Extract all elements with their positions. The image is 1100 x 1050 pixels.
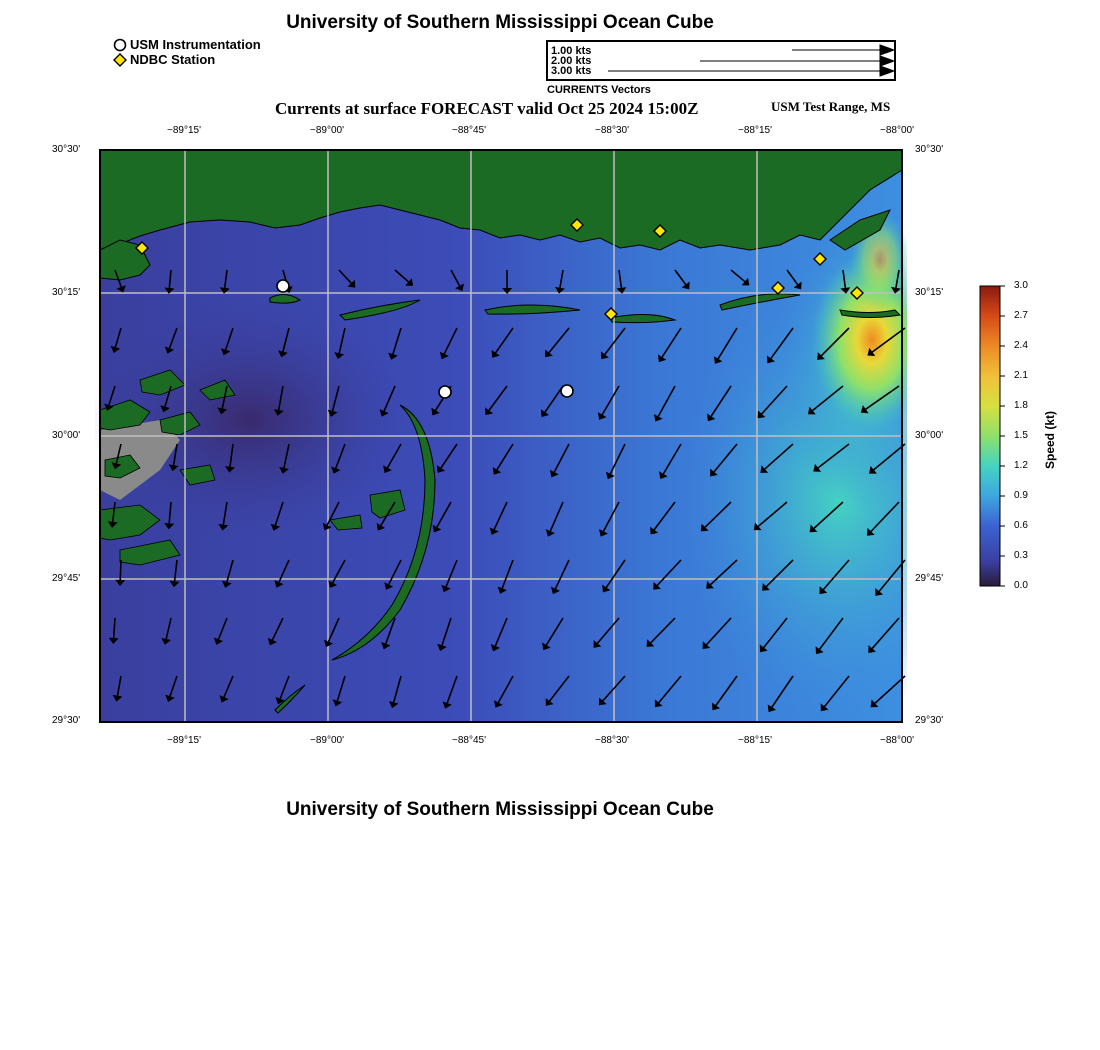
cb-tick: 0.9 — [1014, 490, 1028, 501]
vector-scale-box — [546, 40, 896, 81]
cb-tick: 0.6 — [1014, 520, 1028, 531]
lat-tick-left-5: 29°30' — [52, 715, 81, 726]
lon-tick-top-2: −89°00' — [310, 125, 344, 136]
cb-tick: 0.3 — [1014, 550, 1028, 561]
lat-tick-right-5: 29°30' — [915, 715, 944, 726]
cb-tick: 1.2 — [1014, 460, 1028, 471]
legend-usm-instrumentation — [113, 37, 261, 52]
cb-tick: 3.0 — [1014, 280, 1028, 291]
lon-tick-top-5: −88°15' — [738, 125, 772, 136]
range-label: USM Test Range, MS — [771, 99, 891, 114]
cb-tick: 1.8 — [1014, 400, 1028, 411]
circle-icon — [113, 38, 127, 52]
lon-tick-top-3: −88°45' — [452, 125, 486, 136]
lat-tick-right-4: 29°45' — [915, 573, 944, 584]
lat-tick-right-2: 30°15' — [915, 287, 944, 298]
colorbar-title: Speed (kt) — [1043, 410, 1057, 469]
scale-arrows — [548, 42, 894, 79]
lon-tick-bottom-1: −89°15' — [167, 735, 201, 746]
cb-tick: 0.0 — [1014, 580, 1028, 591]
footer-title: University of Southern Mississippi Ocean Cube — [286, 799, 714, 820]
scale-label-2: 2.00 kts — [551, 55, 592, 67]
scale-label-3: 3.00 kts — [551, 65, 592, 77]
top-title: University of Southern Mississippi Ocean Cube — [286, 12, 714, 33]
lat-tick-right-1: 30°30' — [915, 144, 944, 155]
cb-tick: 2.7 — [1014, 310, 1028, 321]
legend-ndbc-label: NDBC Station — [130, 52, 216, 67]
lat-tick-left-1: 30°30' — [52, 144, 81, 155]
current-speed-map — [95, 145, 907, 727]
lat-tick-left-4: 29°45' — [52, 573, 81, 584]
usm-station-marker — [439, 386, 451, 398]
legend-usm-label: USM Instrumentation — [130, 37, 261, 52]
cb-tick: 2.4 — [1014, 340, 1028, 351]
lat-tick-left-3: 30°00' — [52, 430, 81, 441]
lon-tick-bottom-6: −88°00' — [880, 735, 914, 746]
cb-tick: 2.1 — [1014, 370, 1028, 381]
map-subtitle: Currents at surface FORECAST valid Oct 25 2024 15:00Z — [275, 99, 699, 118]
lat-tick-right-3: 30°00' — [915, 430, 944, 441]
speed-colorbar — [978, 284, 1008, 588]
scale-label-1: 1.00 kts — [551, 45, 592, 57]
lon-tick-bottom-2: −89°00' — [310, 735, 344, 746]
current-vector-shaft — [120, 560, 121, 580]
lon-tick-bottom-5: −88°15' — [738, 735, 772, 746]
lon-tick-bottom-3: −88°45' — [452, 735, 486, 746]
diamond-icon — [113, 53, 127, 67]
lon-tick-top-4: −88°30' — [595, 125, 629, 136]
lon-tick-top-1: −89°15' — [167, 125, 201, 136]
cb-tick: 1.5 — [1014, 430, 1028, 441]
lon-tick-bottom-4: −88°30' — [595, 735, 629, 746]
lon-tick-top-6: −88°00' — [880, 125, 914, 136]
usm-station-marker — [561, 385, 573, 397]
vector-scale-caption: CURRENTS Vectors — [547, 84, 651, 96]
legend-ndbc-station — [113, 52, 215, 67]
usm-station-marker — [277, 280, 289, 292]
lat-tick-left-2: 30°15' — [52, 287, 81, 298]
